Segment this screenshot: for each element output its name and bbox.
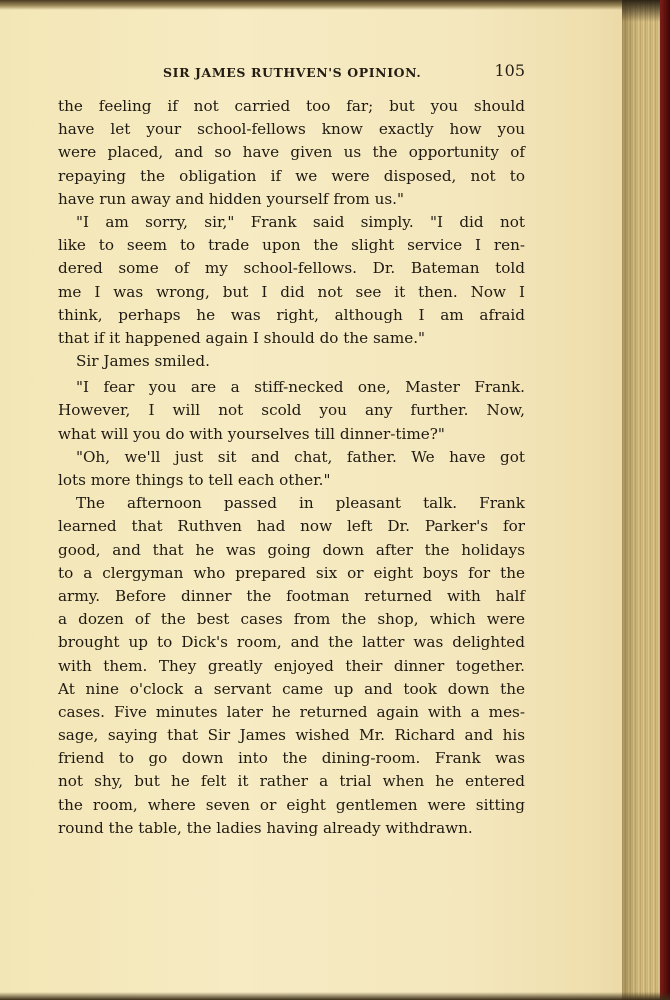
page-header	[75, 60, 525, 86]
text-line: good, and that he was going down after the holidays	[58, 540, 525, 559]
text-line: cases. Five minutes later he returned again with a mes-	[58, 702, 525, 721]
text-line: "I am sorry, sir," Frank said simply. "I did not	[76, 212, 525, 231]
text-line: that if it happened again I should do the same."	[58, 328, 426, 347]
text-line: "Oh, we'll just sit and chat, father. We have got	[76, 447, 525, 466]
text-line: Sir James smiled.	[76, 352, 210, 371]
text-line: round the table, the ladies having already withdrawn.	[58, 818, 473, 837]
text-line: The afternoon passed in pleasant talk. Frank	[76, 494, 525, 513]
text-line: brought up to Dick's room, and the latter was delighted	[58, 633, 525, 652]
text-line: However, I will not scold you any further. Now,	[58, 401, 525, 420]
text-line: have let your school-fellows know exactly how you	[58, 120, 525, 139]
text-line: think, perhaps he was right, although I am afraid	[58, 305, 525, 324]
text-line: to a clergyman who prepared six or eight boys for the	[58, 563, 525, 582]
text-line: dered some of my school-fellows. Dr. Bateman told	[58, 259, 525, 278]
text-line: me I was wrong, but I did not see it then. Now I	[58, 282, 525, 301]
bottom-shadow	[0, 992, 670, 1000]
page-number: 105	[494, 61, 525, 80]
text-line: what will you do with yourselves till dinner-time?"	[58, 424, 445, 443]
text-line: friend to go down into the dining-room. Frank was	[58, 749, 525, 768]
text-line: have run away and hidden yourself from us."	[58, 189, 404, 208]
text-line: At nine o'clock a servant came up and took down the	[58, 679, 525, 698]
top-shadow	[0, 0, 670, 10]
text-line: repaying the obligation if we were disposed, not to	[58, 166, 525, 185]
text-line: not shy, but he felt it rather a trial when he entered	[58, 772, 525, 791]
text-line: were placed, and so have given us the opportunity of	[58, 143, 525, 162]
text-line: army. Before dinner the footman returned with half	[58, 586, 525, 605]
body-text	[58, 95, 525, 840]
text-line: with them. They greatly enjoyed their dinner together.	[58, 656, 525, 675]
text-line: sage, saying that Sir James wished Mr. Richard and his	[58, 726, 525, 745]
cover-edge	[660, 0, 670, 1000]
running-head: SIR JAMES RUTHVEN'S OPINION.	[163, 65, 422, 80]
text-line: learned that Ruthven had now left Dr. Parker's for	[58, 517, 525, 536]
text-line: "I fear you are a stiff-necked one, Master Frank.	[76, 378, 525, 397]
text-line: the feeling if not carried too far; but you should	[58, 97, 525, 115]
text-line: the room, where seven or eight gentlemen were sitting	[58, 795, 525, 814]
text-line: like to seem to trade upon the slight service I ren-	[58, 236, 525, 255]
text-line: lots more things to tell each other."	[58, 471, 331, 489]
text-line: a dozen of the best cases from the shop, which were	[58, 610, 525, 629]
